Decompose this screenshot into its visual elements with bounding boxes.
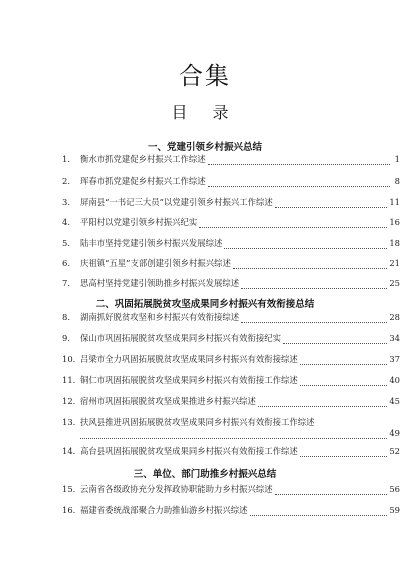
- section-heading: 二、巩固拓展脱贫攻坚成果同乡村振兴有效衔接总结: [95, 299, 315, 310]
- toc-entry[interactable]: 11. 铜仁市巩固拓展脱贫攻坚成果同乡村振兴有效衔接工作综述 40: [62, 375, 400, 385]
- toc-entry[interactable]: 6. 庆祖镇“五星”支部创建引领乡村振兴综述 21: [62, 258, 400, 268]
- section-heading: 一、党建引领乡村振兴总结: [147, 142, 262, 153]
- toc-entry[interactable]: 12. 宿州市巩固拓展脱贫攻坚成果推进乡村振兴综述 45: [62, 396, 400, 406]
- toc-entry[interactable]: 13. 扶风县推进巩固拓展脱贫攻坚成果同乡村振兴有效衔接工作综述 49: [62, 417, 400, 438]
- toc-entry[interactable]: 3. 屏南县“一书记三大员”以党建引领乡村振兴工作综述 11: [62, 197, 400, 207]
- toc-entry[interactable]: 8. 湖南抓好脱贫攻坚和乡村振兴有效衔接综述 28: [62, 312, 400, 322]
- toc-entry[interactable]: 7. 思高村坚持党建引领助推乡村振兴发展综述 25: [62, 278, 400, 288]
- toc-entry[interactable]: 9. 保山市巩固拓展脱贫攻坚成果同乡村振兴有效衔接纪实 34: [62, 333, 400, 343]
- toc-entry[interactable]: 16. 福建省委统战部聚合力助推仙游乡村振兴综述 59: [62, 505, 400, 515]
- section-heading: 三、单位、部门助推乡村振兴总结: [133, 469, 277, 480]
- toc-title: 目 录: [171, 103, 239, 122]
- toc-entry[interactable]: 4. 平阳村以党建引领乡村振兴纪实 16: [62, 217, 400, 227]
- toc-entry[interactable]: 14. 高台县巩固拓展脱贫攻坚成果同乡村振兴有效衔接工作综述 52: [62, 446, 400, 456]
- toc-entry[interactable]: 15. 云南省各级政协充分发挥政协职能助力乡村振兴综述 56: [62, 484, 400, 494]
- toc-entry[interactable]: 10. 吕梁市全力巩固拓展脱贫攻坚成果同乡村振兴有效衔接综述 37: [62, 354, 400, 364]
- toc-entry[interactable]: 2. 珲春市抓党建促乡村振兴工作综述 8: [62, 176, 400, 186]
- toc-entry[interactable]: 1. 衡水市抓党建促乡村振兴工作综述 1: [62, 154, 400, 164]
- document-title: 合集: [179, 62, 231, 90]
- toc-entry[interactable]: 5. 陆丰市坚持党建引领乡村振兴发展综述 18: [62, 238, 400, 248]
